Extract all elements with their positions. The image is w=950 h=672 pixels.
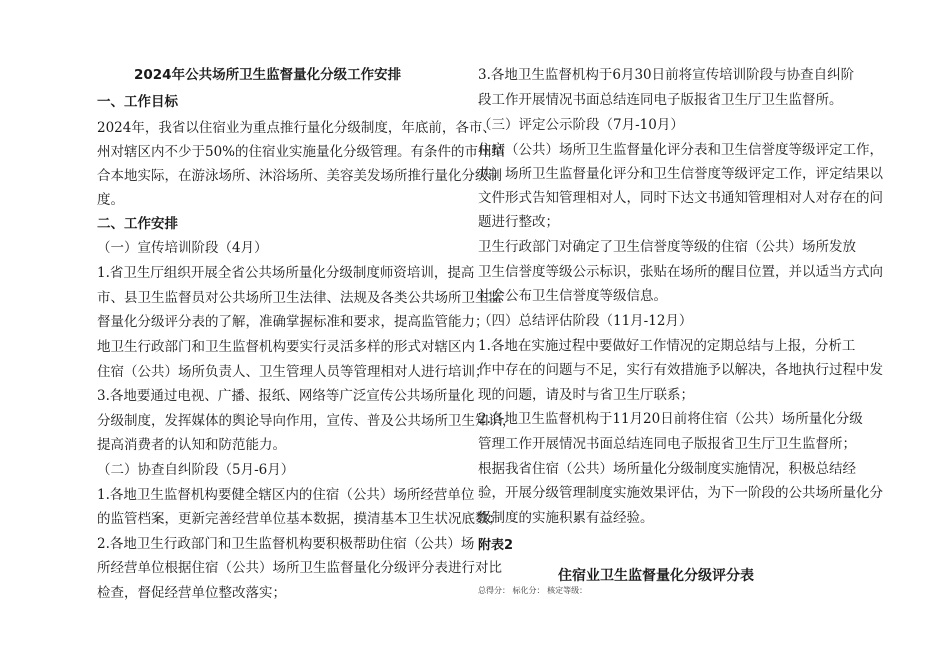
paragraph-line: 1.各地卫生监督机构要健全辖区内的住宿（公共）场所经营单位 bbox=[97, 487, 475, 503]
table-title: 住宿业卫生监督量化分级评分表 bbox=[558, 568, 754, 584]
paragraph-line: 提高消费者的认知和防范能力。 bbox=[97, 437, 286, 453]
paragraph-line: 社会公布卫生信誉度等级信息。 bbox=[478, 288, 667, 304]
paragraph-line: 州对辖区内不少于50%的住宿业实施量化分级管理。有条件的市州结 bbox=[97, 144, 506, 160]
paragraph-line: 的监管档案，更新完善经营单位基本数据，摸清基本卫生状况底数； bbox=[97, 511, 502, 527]
paragraph-line: 所经营单位根据住宿（公共）场所卫生监督量化分级评分表进行对比 bbox=[97, 560, 502, 576]
paragraph-line: 2.各地卫生监督机构于11月20日前将住宿（公共）场所量化分级 bbox=[478, 411, 863, 427]
paragraph-line: 根据我省住宿（公共）场所量化分级制度实施情况，积极总结经 bbox=[478, 461, 856, 477]
section-heading-arrangement: 二、工作安排 bbox=[97, 216, 178, 232]
paragraph-line: 检查，督促经营单位整改落实； bbox=[97, 585, 286, 601]
paragraph-line: 地卫生行政部门和卫生监督机构要实行灵活多样的形式对辖区内 bbox=[97, 339, 475, 355]
paragraph-line: 卫生行政部门对确定了卫生信誉度等级的住宿（公共）场所发放 bbox=[478, 239, 856, 255]
section-heading-goal: 一、工作目标 bbox=[97, 94, 178, 110]
paragraph-line: 住宿（公共）场所负责人、卫生管理人员等管理相对人进行培训； bbox=[97, 364, 489, 380]
paragraph-line: 3.各地要通过电视、广播、报纸、网络等广泛宣传公共场所量化 bbox=[97, 388, 475, 404]
paragraph-line: 市、县卫生监督员对公共场所卫生法律、法规及各类公共场所卫生监 bbox=[97, 290, 502, 306]
paragraph-line: 管理工作开展情况书面总结连同电子版报省卫生厅卫生监督所； bbox=[478, 436, 856, 452]
paragraph-line: 卫生信誉度等级公示标识，张贴在场所的醒目位置，并以适当方式向 bbox=[478, 264, 883, 280]
attachment-label: 附表2 bbox=[478, 538, 514, 553]
paragraph-line: 督量化分级评分表的了解，准确掌握标准和要求，提高监管能力； bbox=[97, 314, 489, 330]
paragraph-line: 级制度的实施积累有益经验。 bbox=[478, 510, 654, 526]
paragraph-line: 1.省卫生厅组织开展全省公共场所量化分级制度师资培训，提高 bbox=[97, 265, 475, 281]
document-title: 2024年公共场所卫生监督量化分级工作安排 bbox=[134, 67, 402, 83]
paragraph-line: 题进行整改； bbox=[478, 214, 559, 230]
subsection-heading: （四）总结评估阶段（11月-12月） bbox=[478, 313, 693, 329]
paragraph-line: 现的问题，请及时与省卫生厅联系； bbox=[478, 387, 694, 403]
paragraph-line: 住宿（公共）场所卫生监督量化评分表和卫生信誉度等级评定工作， bbox=[478, 142, 883, 158]
subsection-heading: （二）协查自纠阶段（5月-6月） bbox=[97, 462, 295, 478]
paragraph-line: 合本地实际，在游泳场所、沐浴场所、美容美发场所推行量化分级制 bbox=[97, 168, 502, 184]
paragraph-line: 作中存在的问题与不足，实行有效措施予以解决，各地执行过程中发 bbox=[478, 362, 883, 378]
paragraph-line: 2024年，我省以住宿业为重点推行量化分级制度，年底前，各市、 bbox=[97, 120, 496, 136]
paragraph-line: 3.各地卫生监督机构于6月30日前将宣传培训阶段与协查自纠阶 bbox=[478, 67, 855, 83]
paragraph-line: 共）场所卫生监督量化评分和卫生信誉度等级评定工作，评定结果以 bbox=[478, 166, 883, 182]
paragraph-line: 1.各地在实施过程中要做好工作情况的定期总结与上报，分析工 bbox=[478, 338, 856, 354]
paragraph-line: 度。 bbox=[97, 192, 124, 208]
paragraph-line: 段工作开展情况书面总结连同电子版报省卫生厅卫生监督所。 bbox=[478, 92, 843, 108]
paragraph-line: 验，开展分级管理制度实施效果评估，为下一阶段的公共场所量化分 bbox=[478, 485, 883, 501]
subsection-heading: （一）宣传培训阶段（4月） bbox=[97, 240, 268, 256]
paragraph-line: 分级制度，发挥媒体的舆论导向作用，宣传、普及公共场所卫生知识， bbox=[97, 413, 516, 429]
paragraph-line: 2.各地卫生行政部门和卫生监督机构要积极帮助住宿（公共）场 bbox=[97, 536, 475, 552]
subsection-heading: （三）评定公示阶段（7月-10月） bbox=[478, 117, 684, 133]
score-line: 总得分： 标化分： 核定等级： bbox=[478, 586, 588, 595]
paragraph-line: 文件形式告知管理相对人，同时下达文书通知管理相对人对存在的问 bbox=[478, 190, 883, 206]
